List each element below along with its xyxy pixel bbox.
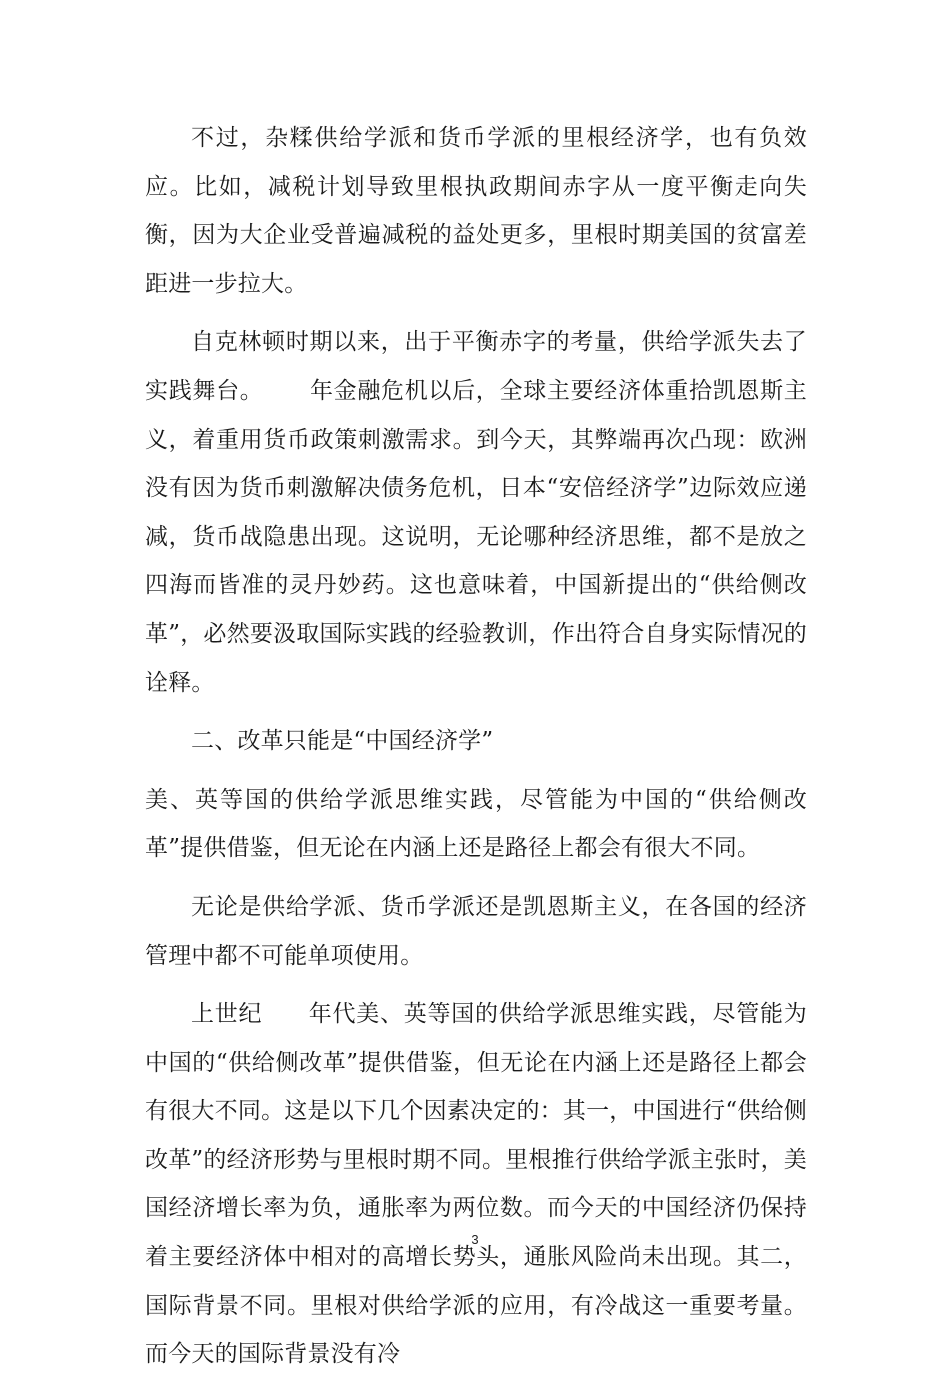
paragraph-us-uk-practice <box>145 776 807 873</box>
paragraph-text: 自克林顿时期以来，出于平衡赤字的考量，供给学派失去了实践舞台。 <box>145 329 807 404</box>
paragraph-text: 美、英等国的供给学派思维实践，尽管能为中国的“供给侧改革”提供借鉴，但无论在内涵上还是路径上都会有很大不同。 <box>145 786 807 862</box>
body-text <box>145 114 807 1389</box>
page-number: 3 <box>471 1232 479 1247</box>
paragraph-schools-combined <box>145 883 807 980</box>
paragraph-text: 上世纪 <box>191 1001 263 1028</box>
paragraph-factors <box>145 990 807 1379</box>
section-heading-text: 二、改革只能是“中国经济学” <box>191 728 494 755</box>
paragraph-text: 无论是供给学派、货币学派还是凯恩斯主义，在各国的经济管理中都不可能单项使用。 <box>145 893 807 969</box>
section-heading <box>145 717 807 766</box>
paragraph-supply-side-stage <box>145 318 807 707</box>
paragraph-text: 不过，杂糅供给学派和货币学派的里根经济学，也有负效应。比如，减税计划导致里根执政期间赤字从一度平衡走向失衡，因为大企业受普遍减税的益处更多，里根时期美国的贫富差距进一步拉大。 <box>145 125 807 297</box>
paragraph-reagan-side-effects <box>145 114 807 308</box>
paragraph-text: 年金融危机以后，全球主要经济体重拾凯恩斯主义，着重用货币政策刺激需求。到今天，其弊端再次凸现：欧洲没有因为货币刺激解决债务危机，日本“安倍经济学”边际效应递减，货币战隐患出现。这说明，无论哪种经济思维，都不是放之四海而皆准的灵丹妙药。这也意味着，中国新提出的“供给侧改革”，必然要汲取国际实践的经验教训，作出符合自身实际情况的诠释。 <box>145 377 808 696</box>
paragraph-text: 年代美、英等国的供给学派思维实践，尽管能为中国的“供给侧改革”提供借鉴，但无论在内涵上还是路径上都会有很大不同。这是以下几个因素决定的：其一，中国进行“供给侧改革”的经济形势与里根时期不同。里根推行供给学派主张时，美国经济增长率为负，通胀率为两位数。而今天的中国经济仍保持着主要经济体中相对的高增长势头，通胀风险尚未出现。其二，国际背景不同。里根对供给学派的应用，有冷战这一重要考量。而今天的国际背景没有冷 <box>145 1001 807 1368</box>
